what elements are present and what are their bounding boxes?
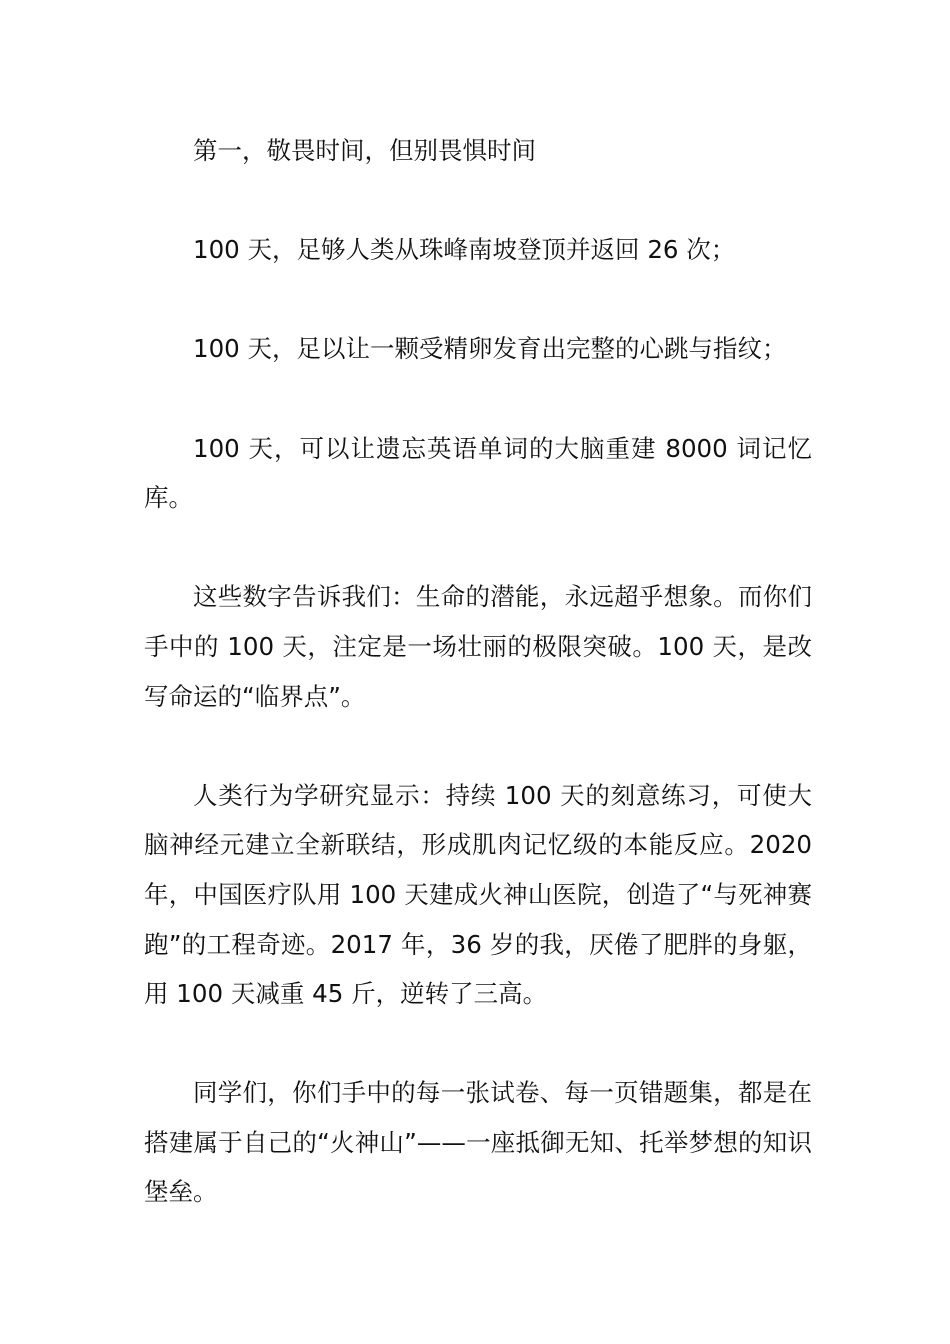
paragraph: 100 天，足够人类从珠峰南坡登顶并返回 26 次； [193, 235, 736, 265]
section-heading: 第一，敬畏时间，但别畏惧时间 [193, 136, 536, 165]
paragraph: 100 天，足以让一颗受精卵发育出完整的心跳与指纹； [193, 334, 787, 364]
paragraph: 人类行为学研究显示：持续 100 天的刻意练习，可使大脑神经元建立全新联结，形成肌肉记忆级的本能反应。2020 年，中国医疗队用 100 天建成火神山医院，创造了“与死神赛跑”的工程奇迹。2017 年，36 岁的我，厌倦了肥胖的身躯，用 100 天减重 45 斤，逆转了三高。 [144, 780, 812, 1009]
paragraph: 同学们，你们手中的每一张试卷、每一页错题集，都是在搭建属于自己的“火神山”——一座抵御无知、托举梦想的知识堡垒。 [144, 1078, 812, 1207]
document-body [144, 126, 812, 1267]
paragraph: 100 天，可以让遗忘英语单词的大脑重建 8000 词记忆库。 [144, 433, 812, 513]
paragraph: 这些数字告诉我们：生命的潜能，永远超乎想象。而你们手中的 100 天，注定是一场壮丽的极限突破。100 天，是改写命运的“临界点”。 [144, 582, 812, 711]
